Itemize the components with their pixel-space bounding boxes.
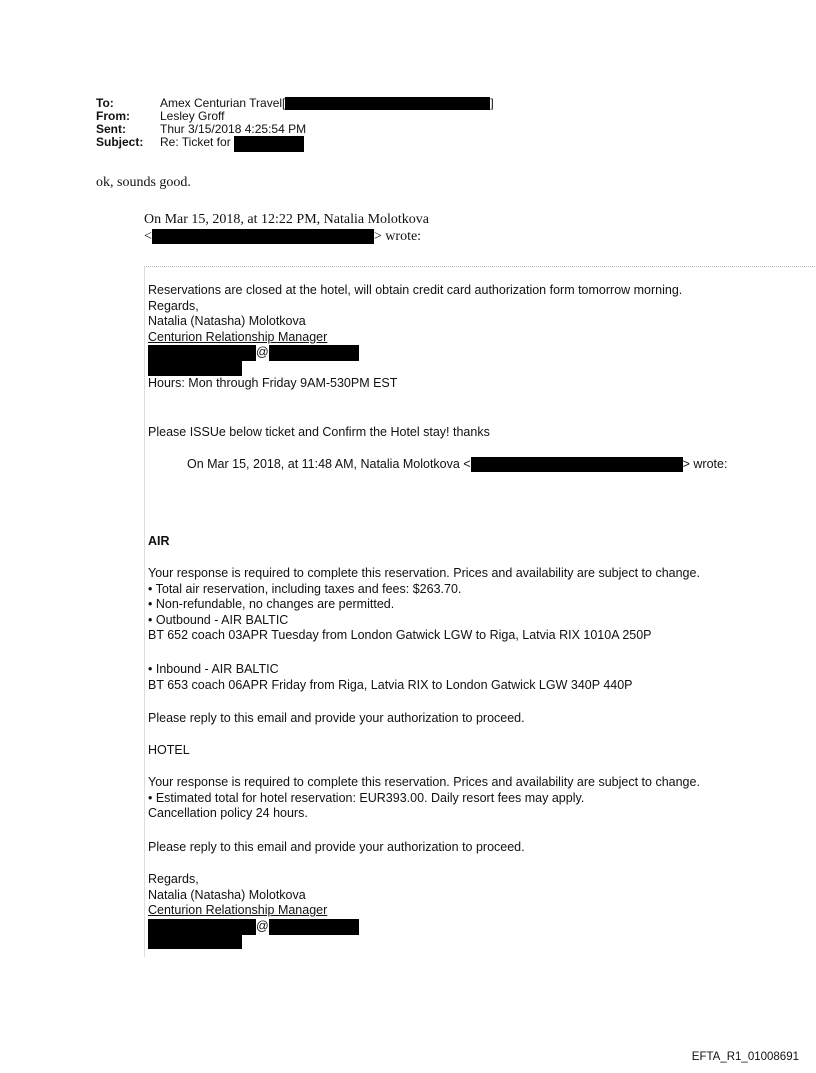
hotel-details — [148, 775, 700, 822]
inbound-flight: BT 653 coach 06APR Friday from Riga, Latvia RIX to London Gatwick LGW 340P 440P — [148, 677, 633, 692]
quote-intro — [144, 211, 429, 245]
to-suffix: ] — [490, 96, 494, 110]
sender-name: Natalia (Natasha) Molotkova — [148, 887, 306, 902]
quote-intro-email-line — [144, 228, 429, 245]
redaction-bar — [148, 919, 256, 935]
reply-text: ok, sounds good. — [96, 175, 191, 190]
redaction-bar — [148, 361, 242, 376]
hours-line: Hours: Mon through Friday 9AM-530PM EST — [148, 376, 398, 390]
document-id: EFTA_R1_01008691 — [691, 1051, 799, 1063]
sender-title: Centurion Relationship Manager — [148, 903, 328, 917]
air-bullet: • Total air reservation, including taxes and fees: $263.70. — [148, 581, 462, 596]
regards-line: Regards, — [148, 298, 199, 313]
redaction-bar — [285, 97, 490, 110]
to-row — [96, 97, 494, 110]
hotel-heading: HOTEL — [148, 743, 190, 757]
air-reply-request: Please reply to this email and provide your authorization to proceed. — [148, 711, 525, 725]
phone-line — [148, 361, 682, 377]
phone-line — [148, 934, 359, 950]
redaction-bar — [148, 934, 242, 949]
hotel-cancellation: Cancellation policy 24 hours. — [148, 806, 308, 820]
to-value: Amex Centurian Travel[ — [160, 96, 286, 110]
subject-value: Re: Ticket for — [160, 135, 231, 149]
quote-intro-line: On Mar 15, 2018, at 12:22 PM, Natalia Molotkova — [144, 212, 430, 227]
at-sign: @ — [256, 918, 269, 933]
sender-name: Natalia (Natasha) Molotkova — [148, 314, 306, 328]
nested-intro-suffix: > wrote: — [682, 457, 728, 471]
ticket-request: Please ISSUe below ticket and Confirm the Hotel stay! thanks — [148, 425, 490, 439]
open-bracket: < — [144, 229, 152, 244]
air-details — [148, 566, 700, 644]
from-label: From: — [96, 109, 130, 123]
sent-label: Sent: — [96, 122, 126, 136]
hotel-estimate: • Estimated total for hotel reservation: EUR393.00. Daily resort fees may apply. — [148, 790, 585, 805]
redaction-bar — [148, 345, 256, 361]
air-heading: AIR — [148, 534, 170, 548]
subject-label: Subject: — [96, 135, 144, 149]
from-value: Lesley Groff — [160, 109, 225, 123]
redaction-bar — [234, 136, 304, 152]
regards-line: Regards, — [148, 872, 199, 886]
first-message — [148, 283, 682, 392]
inbound-label: • Inbound - AIR BALTIC — [148, 662, 279, 676]
at-sign: @ — [256, 345, 269, 359]
wrote-text: > wrote: — [373, 229, 422, 244]
air-bullet: • Non-refundable, no changes are permitted. — [148, 597, 395, 611]
redaction-bar — [269, 919, 359, 935]
redaction-bar — [269, 345, 359, 361]
subject-row — [96, 136, 494, 149]
email-header — [96, 97, 494, 149]
signature — [148, 872, 359, 950]
outbound-flight: BT 652 coach 03APR Tuesday from London Gatwick LGW to Riga, Latvia RIX 1010A 250P — [148, 628, 652, 642]
sent-row — [96, 123, 494, 136]
redaction-bar — [471, 457, 683, 472]
nested-intro-prefix: On Mar 15, 2018, at 11:48 AM, Natalia Molotkova < — [187, 457, 471, 471]
hotel-notice: Your response is required to complete this reservation. Prices and availability are subject to change. — [148, 775, 700, 789]
redaction-bar — [152, 229, 374, 244]
nested-quote-intro — [187, 457, 727, 473]
air-bullet: • Outbound - AIR BALTIC — [148, 612, 289, 627]
email-address-line — [148, 345, 682, 361]
quoted-message — [144, 266, 816, 957]
email-address-line — [148, 919, 359, 935]
air-notice: Your response is required to complete this reservation. Prices and availability are subject to change. — [148, 566, 700, 580]
to-label: To: — [96, 96, 114, 110]
hotel-reply-request: Please reply to this email and provide your authorization to proceed. — [148, 840, 525, 854]
sent-value: Thur 3/15/2018 4:25:54 PM — [160, 122, 307, 136]
inbound-details — [148, 662, 633, 693]
sender-title: Centurion Relationship Manager — [148, 329, 328, 344]
message-line: Reservations are closed at the hotel, will obtain credit card authorization form tomorrow morning. — [148, 283, 683, 297]
